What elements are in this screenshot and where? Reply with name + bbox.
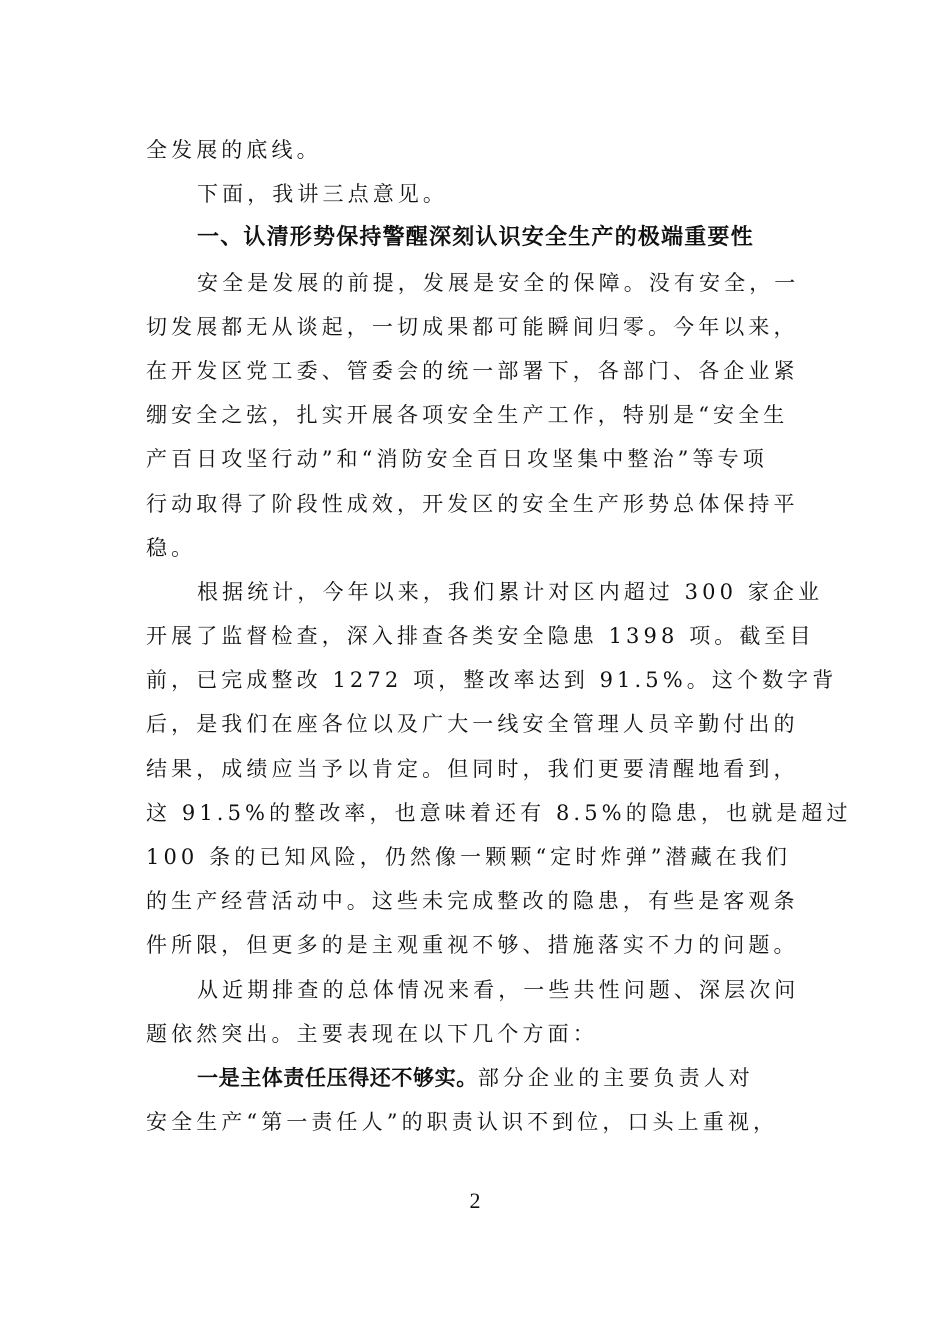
text-line: 下面，我讲三点意见。 — [197, 182, 448, 207]
text-line: 全发展的底线。 — [146, 138, 322, 162]
text-run: 部分企业的主要负责人对 — [477, 1065, 754, 1090]
text-line: 的生产经营活动中。这些未完成整改的隐患，有些是客观条 — [146, 889, 799, 914]
text-line: 后，是我们在座各位以及广大一线安全管理人员辛勤付出的 — [146, 712, 799, 737]
text-line: 切发展都无从谈起，一切成果都可能瞬间归零。今年以来， — [146, 314, 799, 339]
text-line: 根据统计，今年以来，我们累计对区内超过 300 家企业 — [197, 579, 824, 604]
bold-lead-in: 一是主体责任压得还不够实。 — [197, 1065, 478, 1090]
text-line: 题依然突出。主要表现在以下几个方面： — [146, 1021, 598, 1046]
document-body — [146, 128, 852, 1144]
text-line: 安全是发展的前提，发展是安全的保障。没有安全，一 — [197, 270, 800, 295]
text-line: 结果，成绩应当予以肯定。但同时，我们更要清醒地看到， — [146, 756, 799, 781]
text-line: 这 91.5%的整改率，也意味着还有 8.5%的隐患，也就是超过 — [146, 800, 852, 825]
text-line: 行动取得了阶段性成效，开发区的安全生产形势总体保持平 — [146, 491, 799, 516]
text-line — [146, 1056, 808, 1100]
text-line: 从近期排查的总体情况来看，一些共性问题、深层次问 — [197, 977, 800, 1002]
text-line: 绷安全之弦，扎实开展各项安全生产工作，特别是“安全生 — [146, 403, 789, 428]
text-line: 产百日攻坚行动”和“消防安全百日攻坚集中整治”等专项 — [146, 447, 768, 472]
text-line: 稳。 — [146, 535, 197, 560]
text-line: 在开发区党工委、管委会的统一部署下，各部门、各企业紧 — [146, 358, 799, 383]
page-number: 2 — [469, 1188, 481, 1213]
text-line: 件所限，但更多的是主观重视不够、措施落实不力的问题。 — [146, 933, 799, 958]
text-line: 100 条的已知风险，仍然像一颗颗“定时炸弹”潜藏在我们 — [146, 845, 792, 869]
text-line: 开展了监督检查，深入排查各类安全隐患 1398 项。截至目 — [146, 624, 815, 649]
section-heading: 一、认清形势保持警醒深刻认识安全生产的极端重要性 — [197, 225, 754, 251]
text-line: 前，已完成整改 1272 项，整改率达到 91.5%。这个数字背 — [146, 668, 838, 693]
text-line: 安全生产“第一责任人”的职责认识不到位，口头上重视， — [146, 1110, 779, 1135]
